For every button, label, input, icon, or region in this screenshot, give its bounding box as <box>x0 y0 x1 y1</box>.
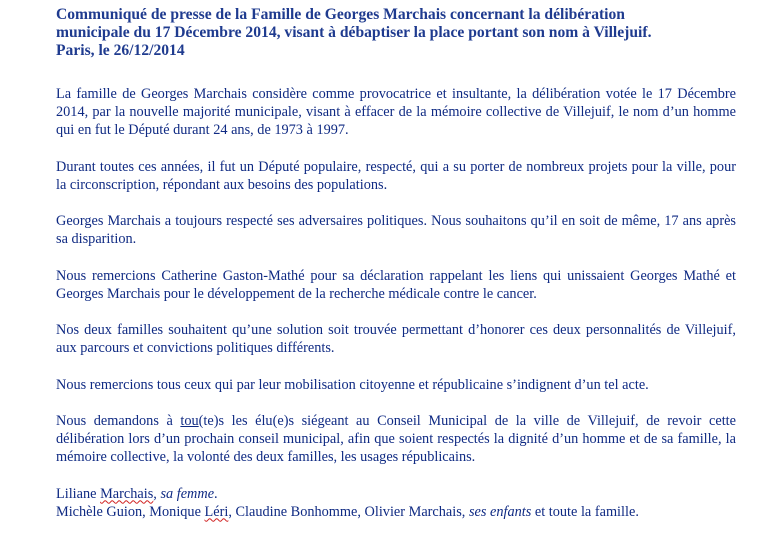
press-release-title <box>56 6 736 60</box>
signature-line-1 <box>56 485 736 503</box>
signature-line-1-end: . <box>214 485 218 502</box>
paragraph-2: Durant toutes ces années, il fut un Député populaire, respecté, qui a su porter de nombreux projets pour la ville, pour la circonscription, répondant aux besoins des populations. <box>56 158 736 193</box>
paragraph-4: Nous remercions Catherine Gaston-Mathé pour sa déclaration rappelant les liens qui unissaient Georges Mathé et Georges Marchais pour le développement de la recherche médicale contre le cancer. <box>56 267 736 302</box>
signer-first-name: Liliane <box>56 485 101 502</box>
signers-prefix: Michèle Guion, Monique <box>56 503 205 520</box>
paragraph-3: Georges Marchais a toujours respecté ses adversaires politiques. Nous souhaitons qu’il en soit de même, 17 ans après sa disparition. <box>56 213 736 247</box>
paragraph-7-start: Nous demandons à <box>56 413 181 429</box>
title-line-3: Paris, le 26/12/2014 <box>56 42 185 59</box>
paragraph-1: La famille de Georges Marchais considère comme provocatrice et insultante, la délibération votée le 17 Décembre 2014, par la nouvelle majorité municipale, visant à effacer de la mémoire collective de Villejuif, le nom d’un homme qui en fut le Député durant 24 ans, de 1973 à 1997. <box>56 86 736 138</box>
title-line-1: Communiqué de presse de la Famille de Georges Marchais concernant la délibération <box>56 6 625 23</box>
signers-role: ses enfants <box>468 503 532 520</box>
signature-separator: , <box>153 485 161 502</box>
signature-line-2 <box>56 503 736 521</box>
paragraph-7-underlined: tou <box>180 413 199 429</box>
title-line-2: municipale du 17 Décembre 2014, visant à débaptiser la place portant son nom à Villejuif. <box>56 24 652 41</box>
document-body <box>56 85 736 521</box>
paragraph-7 <box>56 412 736 466</box>
paragraph-7-rest: (te)s les élu(e)s siégeant au Conseil Municipal de la ville de Villejuif, de revoir cette délibération lors d’un prochain conseil municipal, afin que soient respectés la dignité d’un homme et de sa famille, la mémoire collective, la volonté des deux familles, les usages républicains. <box>56 413 736 465</box>
signer-role: sa femme <box>160 485 215 502</box>
signature-block <box>56 485 736 521</box>
paragraph-6: Nous remercions tous ceux qui par leur mobilisation citoyenne et républicaine s’indignent d’un tel acte. <box>56 376 649 393</box>
signer-last-name: Marchais <box>100 485 154 502</box>
signer-leri: Léri <box>204 503 229 520</box>
signature-line-2-end: et toute la famille. <box>531 503 639 520</box>
paragraph-5: Nos deux familles souhaitent qu’une solution soit trouvée permettant d’honorer ces deux personnalités de Villejuif, aux parcours et convictions politiques différents. <box>56 322 736 356</box>
signers-middle: , Claudine Bonhomme, Olivier Marchais, <box>228 503 469 520</box>
